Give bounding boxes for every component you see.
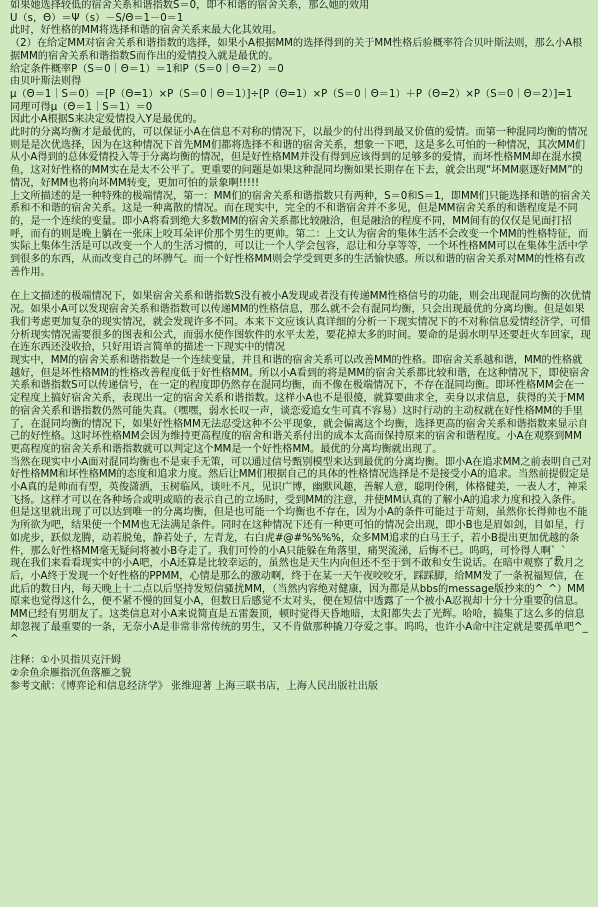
paragraph-separating-equilibrium: 此时的分离均衡才是最优的，可以保证小A在信息不对称的情况下，以最少的付出得到最又价值的爱情。而第一种混同均衡的情况则是是次优选择，因为在这种情况下首先MM们都将选择不和谐的宿舍关系，想象一下吧，这是多么可怕的一种情况，其次MM们从小A得到的总体爱情投入等于分离均衡的情况，但是好性格MM并没有得到应该得到的足够多的爱情，而坏性格MM却在混水摸鱼，这对好性格的MM实在是太不公平了。更重要的问题是如果这种混同均衡如果长期存在下去，就会出现“坏MM驱逐好MM”的情况，好MM也将向坏MM转变，更加可怕的景象啊!!!!! [10, 127, 588, 189]
paragraph-extreme-case: 上文所描述的是一种特殊的极端情况，第一：MM们的宿舍关系和谐指数只有两种，S＝0和S＝1，即MM们只能选择和谐的宿舍关系和不和谐的宿舍关系。这是一种离散的情况。而在现实中，完全的不和谐宿舍并不多见，但是MM宿舍关系的和谐程度是不同的，是一个连续的变量。即小A将看到绝大多数MM的宿舍关系都比较融洽，但是融洽的程度不同，MM间有的仅仅是见面打招呼，而有的则是晚上躺在一张床上咬耳朵评价那个男生的更帅。第二：上文认为宿舍的集体生活不会改变一个MM的性格特征，而实际上集体生活是可以改变一个人的生活习惯的，可以让一个人学会包容，忍让和分享等等，一个坏性格MM可以在集体生活中学到很多的东西，从而改变自己的坏脾气。而一个好性格MM则会学受到更多的生活愉快感。所以和谐的宿舍关系对MM的性格有改善作用。 [10, 190, 591, 278]
paragraph-utility-intro: 如果她选择较低的宿舍关系和谐指数S＝0，即不和谐的宿舍关系，那么她的效用 [10, 0, 370, 11]
paragraph-reality-story: 现在我们来看看现实中的小A吧，小A还算是比较幸运的，虽然也是天生内向但还不至于到不敢和女生说话。在暗中观察了数月之后，小A终于发现一个好性格的PPMM，心情是那么的激动啊，终于在某一天午夜咬咬牙，踩踩脚，给MM发了一条祝福短信，在此后的数日内，每天晚上十二点以后坚持发短信骚扰MM，（当然内容绝对健康，因为都是从bbs的message版抄来的^_^）MM原来也觉得这什么，便不紧不慢的回复小A，但数日后感觉不太对头，便在短信中透露了一个被小A忍视却十分十分重要的信息。MM已经有男朋友了。这类信息对小A来说简直是五雷轰顶，顿时觉得天昏地暗，太阳都失去了光辉。哈哈，搞集了这么多的信息却忽视了最重要的一条，无奈小A是非常非常传统的男生，又不肯做那种撬刀夺爱之事。呜呜，也许小A命中注定就是要孤单吧^_^ [10, 558, 588, 646]
note-line-1: 注释：①小贝指贝克汗姆 [10, 655, 122, 667]
note-line-2: ②余鱼余雁指沉鱼落雁之貌 [10, 667, 132, 679]
paragraph-good-choice: 此时，好性格的MM将选择和谐的宿舍关系来最大化其效用。 [10, 25, 283, 37]
paragraph-bayes-rule: 由贝叶斯法则得 [10, 76, 82, 88]
paragraph-similarly: 同理可得μ（Θ＝1｜S＝1）＝0 [10, 101, 153, 113]
paragraph-optimal-investment: 因此小A根据S来决定爱情投入Y是最优的。 [10, 114, 203, 126]
paragraph-conditional-probability: 给定条件概率P（S＝0｜Θ＝1）＝1和P（S＝0｜Θ＝2）＝0 [10, 63, 284, 75]
paragraph-reality-continuous: 现实中，MM的宿舍关系和谐指数是一个连续变量，并且和谐的宿舍关系可以改善MM的性格。即宿舍关系越和谐，MM的性格就越好，但是坏性格MM的性格改善程度低于好性格MM。所以小A看到的将是MM的宿舍关系都比较和谐，在这种情况下，即使宿舍关系和谐指数S可以传递信号，在一定的程度即仍然存在混同均衡，而不像在极端情况下，不存在混同均衡。即坏性格MM会在一定程度上搞好宿舍关系，表现出一定的宿舍关系和谐指数。这样小A也不是很傻，就算要曲求全，卖身以求信息，获得的关于MM的宿舍关系和谐指数仍然可能失真。（嘿嘿，弱水长叹一声，谈恋爱追女生可真不容易）这时行动的主动权就在好性格MM的手里了，在混同均衡的情况下，如果好性格MM无法忍受这种不公平现象，就会偏离这个均衡，选择更高的宿舍关系和谐指数来显示自己的好性格。这时坏性格MM会因为维持更高程度的宿舍和谐关系付出的成本太高而保持原来的宿舍和谐程度。小A在观察到MM更高程度的宿舍关系和谐指数就可以判定这个MM是一个好性格MM。最优的分离均衡就出现了。 [10, 354, 590, 455]
paragraph-spacer [10, 279, 592, 291]
paragraph-bayes-condition: （2）在给定MM对宿舍关系和谐指数的选择，如果小A根据MM的选择得到的关于MM性格后验概率符合贝叶斯法则，那么小A根据MM的宿舍关系和谐指数S而作出的爱情投入就是最优的。 [10, 38, 583, 62]
paragraph-posterior-formula: μ（Θ＝1｜S＝0）＝[P（Θ=1）×P（S＝0｜Θ＝1）]÷[P（Θ=1）×P（S＝0｜Θ＝1）＋P（Θ=2）×P（S＝0｜Θ＝2）]=1 [10, 88, 573, 100]
reference-line: 参考文献：《博弈论和信息经济学》 张维迎著 上海三联书店，上海人民出版社出版 [10, 680, 379, 692]
paragraph-signal-screening: 当然在现实中小A面对混同均衡也不是束手无策，可以通过信号甄别模型来达到最优的分离均衡。即小A在追求MM之前表明自己对好性格MM和坏性格MM的态度和追求力度。然后让MM们根据自己的具体的性格情况选择是不是接受小A的追求。当然前提假定是小A真的是帅而有型，英俊潇洒，玉树临风，谈吐不凡，见识广博，幽默风趣，善解人意，聪明伶俐，体格健美，一表人才，神采飞扬。这样才可以在各种场合或明或暗的表示自己的立场时，受到MM的注意，并使MM认真的了解小A的追求力度和投入条件。但是这里就出现了可以达到唯一的分离均衡，但是也可能一个均衡也不存在，因为小A的条件可能过于苛刻，虽然你长得帅也不能为所欲为吧，结果使一个MM也无法满足条件。同时在这种情况下还有一种更可怕的情况会出现，即小B也是眉如剑，目如星，行如虎步，跃似龙腾，动若脱兔，静若处子，左青龙，右白虎#@#%%%%，众多MM追求的白马王子，若小B提出更加优越的条件，那么好性格MM毫无疑问将被小B夺走了。我们可怜的小A只能躲在角落里，痛哭流涕，后悔不已。呜呜，可怜得人啊`_` [10, 456, 592, 557]
paragraph-pooling-equilibrium: 在上文描述的极端情况下，如果宿舍关系和谐指数S没有被小A发现或者没有传递MM性格信号的功能，则会出现混同均衡的次优情况。如果小A可以发现宿舍关系和谐指数可以传递MM的性格信息，那么就不会有混同均衡，只会出现最优的分离均衡。但是如果我们考虑更加复杂的现实情况，就会发现许多不同。本来下文应该认真详细的分析一下现实情况下的不对称信息爱情经济学，可惜分析现实情况需要很多的图表和公式，而弱水使作图软件的水平太差，要花掉太多的时间。要命的是弱水明早还要赶火车回家，现在连东西还没收拾，只好用语言简单的描述一下现实中的情况 [10, 291, 592, 354]
paragraph-utility-formula: U（s，Θ）＝Ψ（s）－S/Θ＝1－0＝1 [10, 12, 184, 24]
